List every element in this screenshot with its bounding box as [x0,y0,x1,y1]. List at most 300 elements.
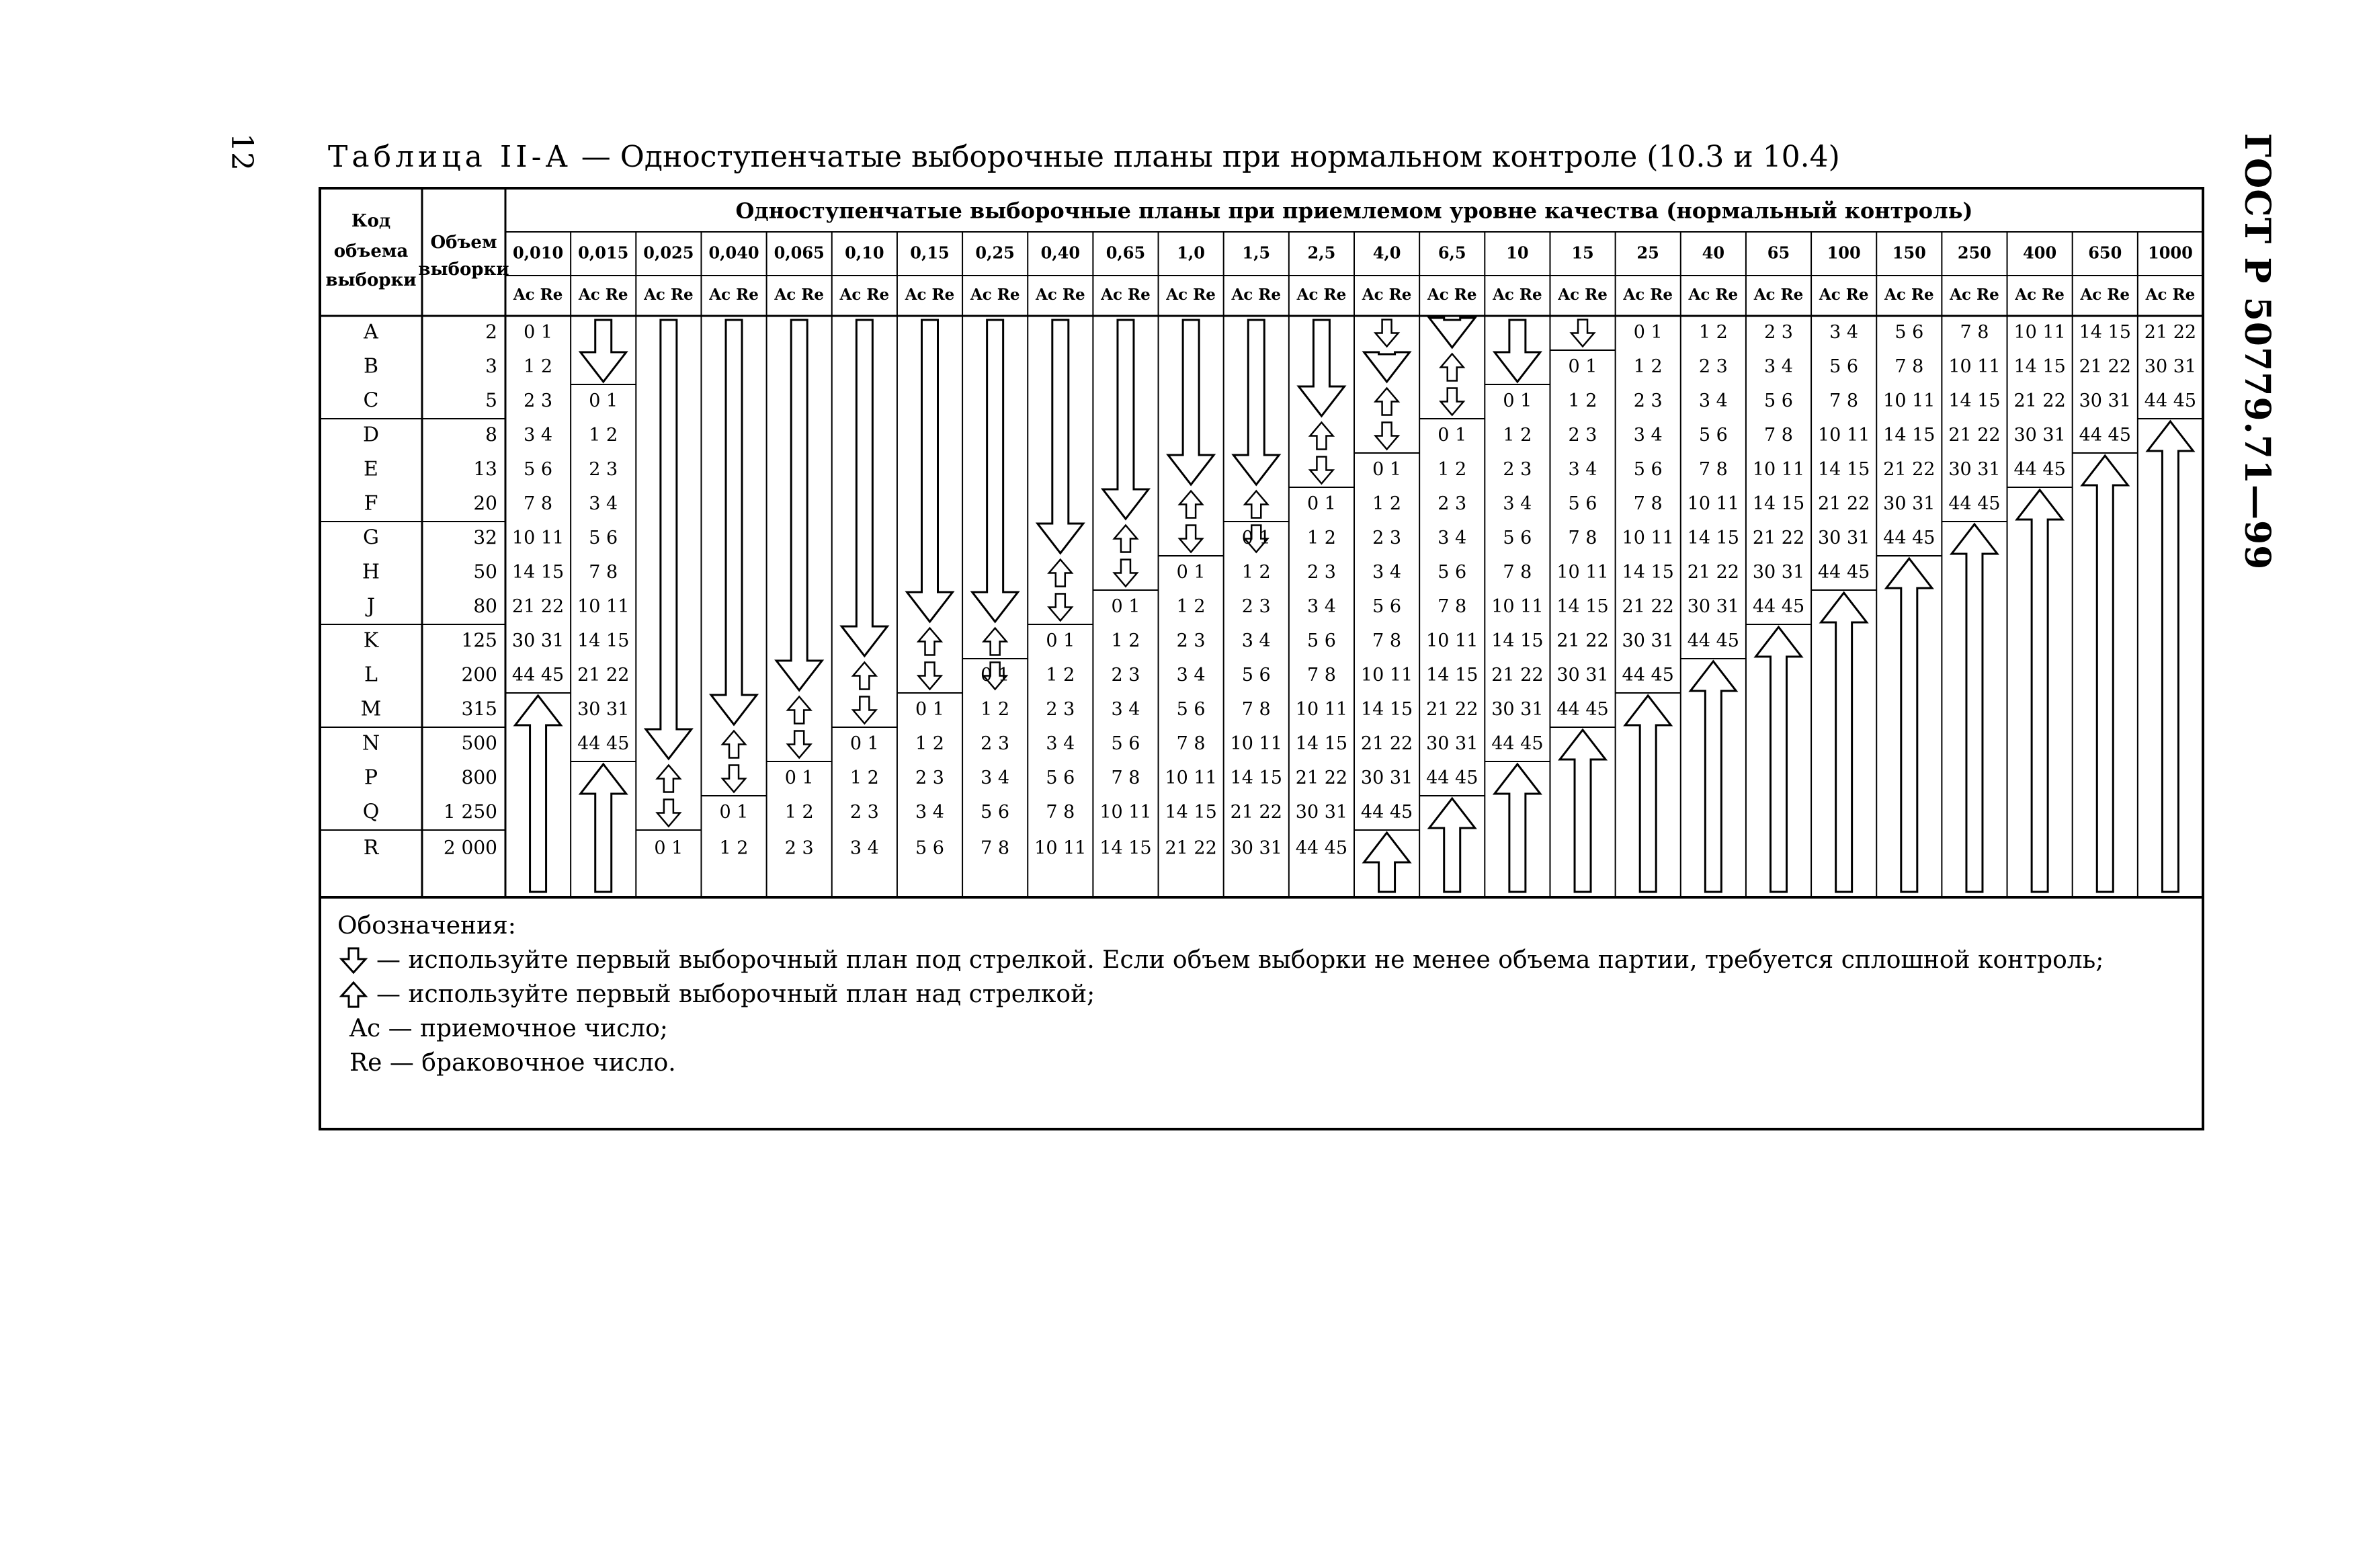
aql-header: 400 [2023,243,2057,263]
arrow-down-icon [1571,320,1594,347]
aql-header: 0,25 [975,243,1015,263]
ac-re-cell: 21 22 [1360,733,1413,754]
ac-re-cell: 10 11 [1752,459,1805,480]
ac-re-cell: 21 22 [2079,356,2131,377]
ac-re-cell: 10 11 [1622,528,1674,548]
ac-re-cell: 21 22 [2013,390,2066,411]
ac-re-cell: 21 22 [1556,630,1609,651]
ac-re-cell: 7 8 [1306,665,1336,686]
ac-re-cell: 3 4 [915,802,944,823]
ac-re-cell: 3 4 [1372,562,1402,583]
ac-re-header: Ac Re [578,286,628,304]
ac-re-cell: 10 11 [1491,596,1544,617]
arrow-down-icon [711,320,757,725]
ac-re-cell: 14 15 [1491,630,1544,651]
ac-re-cell: 7 8 [1568,528,1597,548]
row-code: B [363,354,379,378]
ac-re-cell: 30 31 [1622,630,1674,651]
row-code: G [363,526,379,550]
ac-re-cell: 7 8 [1176,733,1206,754]
row-size: 13 [473,458,497,480]
aql-header: 0,025 [643,243,694,263]
ac-re-cell: 14 15 [1883,425,1935,446]
ac-re-cell: 0 1 [1633,322,1663,343]
row-code: K [363,628,379,653]
ac-re-cell: 1 2 [1372,493,1402,514]
ac-re-cell: 3 4 [1111,699,1140,720]
ac-re-header: Ac Re [970,286,1020,304]
ac-re-cell: 2 3 [915,768,944,788]
arrow-down-icon [1038,320,1083,553]
ac-re-cell: 3 4 [1438,528,1467,548]
ac-re-header: Ac Re [1493,286,1542,304]
arrow-up-icon [1114,526,1137,552]
ac-re-cell: 7 8 [524,493,553,514]
ac-re-cell: 30 31 [2079,390,2131,411]
row-size: 80 [473,595,497,617]
ac-re-cell: 1 2 [1633,356,1663,377]
arrow-down-icon [972,320,1018,622]
ac-re-cell: 3 4 [1568,459,1597,480]
ac-re-cell: 21 22 [1295,768,1348,788]
ac-re-cell: 1 2 [1503,425,1532,446]
arrow-down-icon [776,320,822,690]
ac-re-cell: 3 4 [1241,630,1271,651]
ac-re-cell: 44 45 [1491,733,1544,754]
arrow-up-icon [1179,491,1202,518]
arrow-up-icon [2017,490,2063,892]
legend-up-text: — используйте первый выборочный план над стрелкой; [376,981,1095,1008]
row-size: 125 [461,629,497,651]
ac-re-header: Ac Re [2145,286,2196,304]
ac-re-cell: 14 15 [1948,390,2001,411]
ac-re-cell: 14 15 [1099,837,1152,859]
aql-header: 250 [1957,243,1992,263]
ac-re-cell: 0 1 [981,665,1010,686]
ac-re-cell: 1 2 [1568,390,1597,411]
ac-re-cell: 44 45 [1818,562,1870,583]
ac-re-cell: 0 1 [849,733,879,754]
ac-re-cell: 10 11 [1230,733,1282,754]
ac-re-cell: 5 6 [1046,768,1075,788]
ac-re-cell: 0 1 [524,322,553,343]
aql-header: 25 [1636,243,1659,263]
arrow-up-icon [1495,764,1540,892]
ac-re-cell: 3 4 [849,837,879,859]
ac-re-header: Ac Re [2015,286,2065,304]
row-size: 2 000 [443,836,497,859]
ac-re-cell: 10 11 [1099,802,1152,823]
ac-re-cell: 3 4 [1503,493,1532,514]
ac-re-cell: 5 6 [1895,322,1924,343]
ac-re-cell: 30 31 [2144,356,2197,377]
row-code: N [362,731,380,755]
ac-re-cell: 10 11 [577,596,630,617]
ac-re-cell: 30 31 [1948,459,2001,480]
arrow-down-icon [1168,320,1214,485]
row-code: M [360,697,382,721]
arrow-down-icon [1364,352,1410,382]
ac-re-cell: 10 11 [1165,768,1217,788]
ac-re-cell: 5 6 [524,459,553,480]
arrow-up-icon [1310,423,1333,450]
ac-re-header: Ac Re [1558,286,1608,304]
row-code: P [364,766,378,790]
ac-re-cell: 1 2 [1111,630,1140,651]
ac-re-cell: 30 31 [511,630,565,651]
aql-header: 2,5 [1307,243,1336,263]
aql-header: 150 [1892,243,1926,263]
arrow-up-icon [1690,661,1736,892]
ac-re-header: Ac Re [1231,286,1282,304]
ac-re-cell: 10 11 [1360,665,1413,686]
row-size: 1 250 [443,800,497,823]
aql-header: 0,15 [910,243,950,263]
ac-re-cell: 30 31 [1752,562,1805,583]
ac-re-cell: 14 15 [1165,802,1217,823]
row-code: D [362,423,380,447]
ac-re-cell: 5 6 [1503,528,1532,548]
ac-re-cell: 7 8 [1829,390,1859,411]
ac-re-cell: 30 31 [1426,733,1479,754]
arrow-down-icon [581,320,626,382]
arrow-up-icon [1429,798,1475,892]
ac-re-cell: 10 11 [511,528,565,548]
ac-re-cell: 21 22 [1230,802,1282,823]
ac-re-cell: 2 3 [1633,390,1663,411]
ac-re-cell: 30 31 [1491,699,1544,720]
ac-re-cell: 21 22 [1883,459,1935,480]
ac-re-cell: 1 2 [524,356,553,377]
ac-re-cell: 1 2 [1306,528,1336,548]
ac-re-cell: 30 31 [577,699,630,720]
ac-re-cell: 2 3 [1176,630,1206,651]
row-size: 800 [461,766,497,788]
ac-re-cell: 3 4 [1764,356,1793,377]
row-size: 315 [461,698,497,720]
ac-re-header: Ac Re [1166,286,1216,304]
ac-re-cell: 5 6 [1241,665,1271,686]
ac-re-cell: 0 1 [1046,630,1075,651]
ac-re-cell: 7 8 [1111,768,1140,788]
ac-re-cell: 7 8 [1372,630,1402,651]
arrow-down-icon [919,663,942,690]
arrow-down-icon [841,320,887,656]
ac-re-cell: 44 45 [1752,596,1805,617]
ac-re-cell: 1 2 [1698,322,1728,343]
row-size: 3 [485,355,497,377]
ac-re-cell: 1 2 [1046,665,1075,686]
ac-re-cell: 1 2 [915,733,944,754]
ac-re-cell: 3 4 [589,493,618,514]
ac-re-header: Ac Re [905,286,955,304]
row-code: R [363,836,379,860]
ac-re-cell: 44 45 [1883,528,1935,548]
ac-re-cell: 21 22 [1165,837,1217,859]
ac-re-cell: 5 6 [1829,356,1859,377]
aql-header: 1,5 [1242,243,1271,263]
ac-re-header: Ac Re [513,286,563,304]
ac-re-header: Ac Re [1101,286,1151,304]
ac-re-cell: 7 8 [1046,802,1075,823]
ac-re-cell: 14 15 [2013,356,2066,377]
ac-re-cell: 44 45 [2144,390,2197,411]
ac-re-cell: 7 8 [1438,596,1467,617]
ac-re-cell: 7 8 [1503,562,1532,583]
ac-re-cell: 5 6 [1372,596,1402,617]
arrow-up-icon [337,980,370,1009]
arrow-up-icon [515,696,561,892]
aql-header: 1,0 [1177,243,1205,263]
row-size: 8 [485,423,497,446]
arrow-down-icon [1429,318,1475,347]
arrow-up-icon [1886,559,1932,892]
arrow-down-icon [1233,320,1279,485]
ac-re-cell: 1 2 [719,837,749,859]
aql-header: 650 [2088,243,2122,263]
ac-re-cell: 2 3 [1503,459,1532,480]
col-code-header-line2: объема [333,241,409,261]
row-size: 5 [485,389,497,411]
arrow-down-icon [646,320,692,759]
ac-re-cell: 3 4 [1176,665,1206,686]
aql-header: 65 [1767,243,1790,263]
ac-re-cell: 44 45 [1556,699,1609,720]
arrow-down-icon [1179,526,1202,552]
arrow-up-icon [657,766,680,792]
ac-re-cell: 30 31 [2013,425,2066,446]
ac-re-cell: 7 8 [981,837,1010,859]
arrow-up-icon [984,628,1007,655]
ac-re-cell: 14 15 [1818,459,1870,480]
arrow-down-icon [337,946,370,975]
aql-header: 0,40 [1040,243,1081,263]
ac-re-cell: 10 11 [1556,562,1609,583]
ac-re-cell: 14 15 [1230,768,1282,788]
ac-re-cell: 1 2 [589,425,618,446]
ac-re-cell: 0 1 [719,802,749,823]
ac-re-cell: 14 15 [577,630,630,651]
ac-re-cell: 2 3 [1306,562,1336,583]
ac-re-cell: 14 15 [511,562,565,583]
ac-re-cell: 5 6 [1111,733,1140,754]
ac-re-cell: 14 15 [1556,596,1609,617]
aql-header: 15 [1571,243,1594,263]
ac-re-cell: 1 2 [981,699,1010,720]
ac-re-cell: 5 6 [915,837,944,859]
ac-re-cell: 2 3 [1438,493,1467,514]
ac-re-cell: 44 45 [1295,837,1348,859]
arrow-down-icon [853,697,876,724]
ac-re-cell: 1 2 [1176,596,1206,617]
standard-designation: ГОСТ Р 50779.71—99 [2237,133,2278,571]
ac-re-cell: 5 6 [1698,425,1728,446]
row-size: 2 [485,321,497,343]
ac-re-cell: 1 2 [849,768,879,788]
ac-re-cell: 5 6 [589,528,618,548]
row-size: 20 [473,492,497,514]
ac-re-cell: 5 6 [1176,699,1206,720]
ac-re-cell: 7 8 [1241,699,1271,720]
ac-re-cell: 0 1 [654,837,683,859]
ac-re-cell: 0 1 [1372,459,1402,480]
ac-re-cell: 5 6 [1764,390,1793,411]
ac-re-cell: 2 3 [784,837,814,859]
ac-re-cell: 21 22 [1948,425,2001,446]
ac-re-cell: 21 22 [2144,322,2197,343]
ac-re-cell: 3 4 [1046,733,1075,754]
arrow-up-icon [1364,833,1410,892]
arrow-up-icon [853,663,876,690]
legend [337,909,2104,1080]
ac-re-cell: 7 8 [589,562,618,583]
ac-re-cell: 5 6 [1568,493,1597,514]
arrow-up-icon [1625,696,1671,892]
aql-header: 0,040 [708,243,759,263]
page-number: 12 [224,133,259,171]
row-code: Q [362,800,380,824]
ac-re-cell: 14 15 [1752,493,1805,514]
aql-header: 0,10 [845,243,884,263]
ac-re-cell: 14 15 [2079,322,2131,343]
ac-re-cell: 14 15 [1360,699,1413,720]
ac-re-cell: 44 45 [577,733,630,754]
ac-re-cell: 3 4 [524,425,553,446]
ac-re-cell: 10 11 [1034,837,1087,859]
ac-re-cell: 2 3 [589,459,618,480]
ac-re-cell: 2 3 [849,802,879,823]
ac-re-cell: 0 1 [1241,528,1271,548]
ac-re-cell: 2 3 [524,390,553,411]
arrow-down-icon [1114,560,1137,587]
table-title-label: Таблица II-А [328,140,572,174]
ac-re-cell: 30 31 [1818,528,1870,548]
ac-re-header: Ac Re [1296,286,1347,304]
ac-re-cell: 7 8 [1895,356,1924,377]
ac-re-cell: 44 45 [1360,802,1413,823]
arrow-up-icon [919,628,942,655]
arrow-down-icon [788,731,810,758]
ac-re-cell: 0 1 [1111,596,1140,617]
arrow-down-icon [1495,320,1540,382]
ac-re-cell: 2 3 [1046,699,1075,720]
row-size: 50 [473,561,497,583]
arrow-up-icon [1821,593,1867,892]
ac-re-cell: 5 6 [1306,630,1336,651]
ac-re-cell: 10 11 [1687,493,1739,514]
ac-re-cell: 2 3 [1568,425,1597,446]
ac-re-header: Ac Re [1362,286,1412,304]
ac-re-cell: 0 1 [589,390,618,411]
ac-re-cell: 10 11 [1426,630,1479,651]
ac-re-cell: 44 45 [1687,630,1739,651]
arrow-down-icon [722,766,745,792]
ac-re-cell: 44 45 [1948,493,2001,514]
ac-re-cell: 10 11 [1883,390,1935,411]
ac-re-cell: 2 3 [981,733,1010,754]
ac-re-cell: 5 6 [981,802,1010,823]
ac-re-cell: 2 3 [1698,356,1728,377]
row-size: 500 [461,732,497,754]
row-size: 32 [473,526,497,548]
arrow-up-icon [581,764,626,892]
arrow-down-icon [657,800,680,827]
row-code: A [364,320,378,344]
ac-re-header: Ac Re [1753,286,1804,304]
arrow-up-icon [2147,421,2193,892]
arrow-up-icon [1376,388,1399,415]
ac-re-cell: 0 1 [1438,425,1467,446]
row-size: 200 [461,663,497,686]
ac-re-cell: 7 8 [1633,493,1663,514]
arrow-up-icon [1245,491,1267,518]
ac-re-cell: 10 11 [1295,699,1348,720]
ac-re-cell: 10 11 [1818,425,1870,446]
ac-re-cell: 2 3 [1764,322,1793,343]
col-code-header-line3: выборки [325,270,417,290]
ac-re-cell: 3 4 [1306,596,1336,617]
table-title-text: — Одноступенчатые выборочные планы при нормальном контроле (10.3 и 10.4) [571,140,1840,174]
ac-re-header: Ac Re [1950,286,1999,304]
ac-re-header: Ac Re [1427,286,1477,304]
ac-re-cell: 3 4 [1633,425,1663,446]
aql-header: 4,0 [1372,243,1401,263]
ac-re-cell: 21 22 [1818,493,1870,514]
aql-header: 100 [1827,243,1861,263]
arrow-down-icon [1103,320,1149,519]
arrow-down-icon [1049,594,1072,621]
legend-re: Re — браковочное число. [349,1049,676,1077]
aql-header: 0,010 [512,243,564,263]
arrow-up-icon [1441,354,1464,381]
ac-re-cell: 1 2 [784,802,814,823]
row-code: C [363,388,379,413]
arrow-up-icon [2082,456,2128,892]
ac-re-cell: 44 45 [1426,768,1479,788]
ac-re-cell: 21 22 [1622,596,1674,617]
ac-re-header: Ac Re [709,286,759,304]
ac-re-cell: 5 6 [1633,459,1663,480]
ac-re-cell: 30 31 [1883,493,1935,514]
arrow-down-icon [1376,320,1399,347]
ac-re-header: Ac Re [774,286,824,304]
arrow-down-icon [1310,457,1333,484]
ac-re-cell: 21 22 [1687,562,1739,583]
aql-header: 6,5 [1438,243,1466,263]
ac-re-cell: 10 11 [1948,356,2001,377]
legend-ac: Ac — приемочное число; [349,1015,668,1042]
ac-re-cell: 3 4 [981,768,1010,788]
ac-re-cell: 2 3 [1111,665,1140,686]
ac-re-header: Ac Re [2080,286,2130,304]
ac-re-cell: 30 31 [1556,665,1609,686]
col-size-header-line1: Объем [430,233,497,253]
ac-re-cell: 7 8 [1764,425,1793,446]
ac-re-cell: 44 45 [511,665,565,686]
ac-re-cell: 21 22 [577,665,630,686]
ac-re-cell: 30 31 [1295,802,1348,823]
ac-re-cell: 0 1 [1503,390,1532,411]
ac-re-cell: 3 4 [1829,322,1859,343]
row-code: J [366,594,376,618]
ac-re-cell: 0 1 [784,768,814,788]
ac-re-cell: 3 4 [1698,390,1728,411]
ac-re-cell: 0 1 [1568,356,1597,377]
aql-header: 0,065 [774,243,825,263]
ac-re-header: Ac Re [1819,286,1869,304]
arrow-down-icon [1441,388,1464,415]
ac-re-header: Ac Re [644,286,694,304]
